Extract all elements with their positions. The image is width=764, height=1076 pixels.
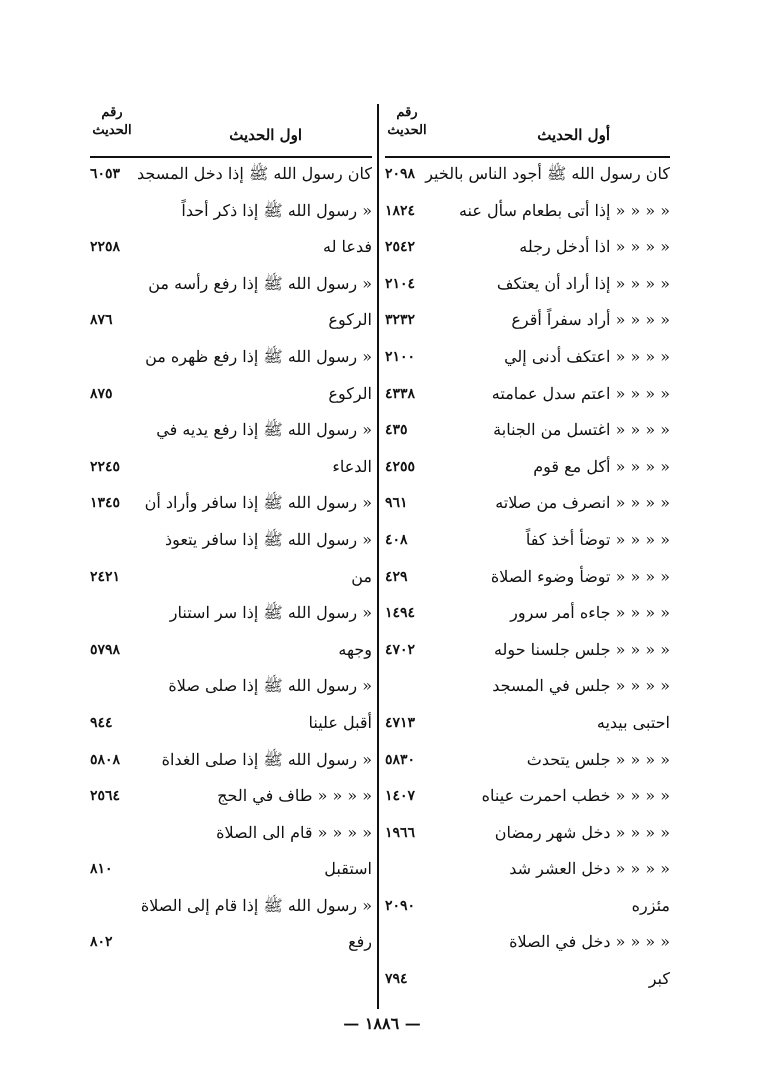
index-entry — [90, 597, 372, 634]
hadith-number: ٧٩٤ — [385, 971, 408, 988]
hadith-first-words: كان رسول الله ﷺ إذا دخل المسجد — [136, 164, 372, 183]
hadith-number: ٥٨٠٨ — [90, 751, 121, 768]
index-entry — [385, 744, 670, 781]
hadith-first-words: « « « « اذا أدخل رجله — [519, 237, 670, 257]
right-column-rows — [385, 158, 670, 1000]
hadith-first-words: « رسول الله ﷺ إذا سافر يتعوذ — [164, 529, 372, 549]
index-entry — [385, 963, 670, 1000]
hadith-number: ١٨٢٤ — [385, 202, 416, 219]
hadith-first-words: « رسول الله ﷺ إذا رفع رأسه من — [148, 273, 372, 293]
left-header-number: رقم الحديث — [92, 105, 132, 138]
right-header-first-words: أول الحديث — [537, 126, 610, 144]
hadith-number: ١٣٤٥ — [90, 495, 121, 512]
hadith-number: ٥٧٩٨ — [90, 641, 121, 658]
hadith-first-words: « « « « توضأ أخذ كفاً — [525, 529, 670, 549]
hadith-first-words: « « « « أراد سفراً أقرع — [511, 310, 670, 330]
index-entry — [385, 378, 670, 415]
hadith-first-words: أقبل علينا — [308, 712, 372, 732]
hadith-first-words: « رسول الله ﷺ إذا رفع يديه في — [156, 420, 372, 440]
hadith-number: ٤٣٣٨ — [385, 385, 416, 402]
index-entry — [90, 487, 372, 524]
index-entry — [385, 268, 670, 305]
hadith-number: ١٩٦٦ — [385, 824, 416, 841]
index-entry — [90, 195, 372, 232]
index-entry — [90, 744, 372, 781]
index-entry — [385, 561, 670, 598]
hadith-first-words: « « « « جلس يتحدث — [526, 749, 670, 769]
hadith-first-words: « رسول الله ﷺ إذا سافر وأراد أن — [144, 493, 372, 513]
hadith-first-words: وجهه — [338, 639, 372, 659]
index-entry — [90, 451, 372, 488]
hadith-number: ٢٠٩٠ — [385, 897, 416, 914]
hadith-first-words: كبر — [648, 969, 670, 989]
hadith-first-words: من — [351, 566, 372, 586]
hadith-first-words: « « « « دخل العشر شد — [509, 859, 670, 879]
right-column — [385, 100, 670, 1000]
hadith-number: ٣٢٣٢ — [385, 312, 416, 329]
index-entry — [385, 597, 670, 634]
hadith-number: ٤٢٩ — [385, 568, 408, 585]
hadith-first-words: الركوع — [328, 310, 372, 330]
index-entry — [90, 780, 372, 817]
hadith-number: ٩٤٤ — [90, 714, 113, 731]
index-entry — [90, 817, 372, 854]
hadith-first-words: « « « « إذا أراد أن يعتكف — [496, 273, 670, 293]
hadith-number: ٢٠٩٨ — [385, 166, 416, 182]
hadith-number: ٤٠٨ — [385, 531, 408, 548]
index-entry — [385, 817, 670, 854]
page-number: — ١٨٨٦ — — [343, 1014, 421, 1033]
hadith-number: ٨١٠ — [90, 861, 113, 878]
index-entry — [385, 890, 670, 927]
hadith-number: ٢٤٢١ — [90, 568, 121, 585]
hadith-first-words: استقبل — [324, 859, 372, 879]
hadith-number: ٤٣٥ — [385, 422, 408, 439]
hadith-first-words: « « « « جاءه أمر سرور — [510, 603, 670, 623]
hadith-number: ٢٢٤٥ — [90, 458, 121, 475]
hadith-number: ١٤٩٤ — [385, 605, 416, 622]
hadith-first-words: « رسول الله ﷺ إذا قام إلى الصلاة — [140, 895, 372, 915]
hadith-first-words: « « « « اعتكف أدنى إلي — [504, 346, 670, 366]
hadith-first-words: « رسول الله ﷺ إذا ذكر أحداً — [181, 200, 372, 220]
index-entry — [90, 670, 372, 707]
hadith-number: ٢١٠٤ — [385, 275, 416, 292]
hadith-first-words: « « « « دخل في الصلاة — [509, 932, 670, 952]
hadith-first-words: « رسول الله ﷺ إذا رفع ظهره من — [145, 346, 372, 366]
index-entry — [385, 451, 670, 488]
hadith-number: ٨٧٦ — [90, 312, 113, 329]
left-column-rows — [90, 158, 372, 963]
index-entry — [385, 158, 670, 195]
index-entry — [385, 524, 670, 561]
index-entry — [385, 195, 670, 232]
hadith-number: ٤٧٠٢ — [385, 641, 416, 658]
hadith-first-words: احتبى بيديه — [596, 712, 670, 732]
hadith-number: ٢٥٤٢ — [385, 239, 416, 256]
hadith-first-words: « « « « اغتسل من الجنابة — [493, 420, 670, 440]
hadith-number: ٥٨٣٠ — [385, 751, 416, 768]
left-header-first-words: اول الحديث — [229, 126, 302, 144]
hadith-number: ٩٦١ — [385, 495, 408, 512]
hadith-first-words: « « « « إذا أتى بطعام سأل عنه — [458, 200, 670, 220]
hadith-first-words: « رسول الله ﷺ إذا صلى صلاة — [168, 676, 372, 696]
index-entry — [385, 926, 670, 963]
index-entry — [90, 926, 372, 963]
index-entry — [385, 341, 670, 378]
left-column — [90, 100, 372, 963]
index-entry — [90, 890, 372, 927]
index-entry — [90, 158, 372, 195]
hadith-first-words: كان رسول الله ﷺ أجود الناس بالخير — [425, 164, 670, 183]
index-entry — [385, 304, 670, 341]
hadith-first-words: مئزره — [631, 895, 670, 915]
index-entry — [385, 634, 670, 671]
hadith-first-words: « « « « دخل شهر رمضان — [494, 822, 670, 842]
index-entry — [385, 707, 670, 744]
index-entry — [385, 414, 670, 451]
hadith-number: ٢٢٥٨ — [90, 239, 121, 256]
hadith-number: ٤٧١٣ — [385, 714, 416, 731]
hadith-first-words: « رسول الله ﷺ إذا صلى الغداة — [161, 749, 372, 769]
hadith-first-words: فدعا له — [322, 237, 372, 257]
right-header-number: رقم الحديث — [387, 105, 427, 138]
right-column-header — [385, 100, 670, 158]
index-entry — [90, 378, 372, 415]
index-entry — [90, 707, 372, 744]
hadith-first-words: « رسول الله ﷺ إذا سر استنار — [169, 603, 372, 623]
index-entry — [90, 414, 372, 451]
left-column-header — [90, 100, 372, 158]
hadith-number: ٢٥٦٤ — [90, 788, 121, 805]
hadith-first-words: « « « « اعتم سدل عمامته — [491, 383, 670, 403]
index-entry — [90, 268, 372, 305]
hadith-first-words: « « « « أكل مع قوم — [533, 456, 670, 476]
index-entry — [90, 341, 372, 378]
hadith-number: ٨٧٥ — [90, 385, 113, 402]
hadith-number: ٢١٠٠ — [385, 348, 416, 365]
hadith-first-words: « « « « توضأ وضوء الصلاة — [490, 566, 670, 586]
index-entry — [90, 634, 372, 671]
hadith-number: ٨٠٢ — [90, 934, 113, 951]
index-entry — [385, 231, 670, 268]
index-entry — [90, 524, 372, 561]
hadith-first-words: « « « « انصرف من صلاته — [495, 493, 670, 513]
hadith-first-words: الدعاء — [332, 456, 372, 476]
column-divider — [377, 104, 379, 1009]
hadith-first-words: رفع — [348, 932, 372, 952]
hadith-first-words: « « « « خطب احمرت عيناه — [481, 786, 670, 806]
hadith-first-words: الركوع — [328, 383, 372, 403]
hadith-first-words: « « « « طاف في الحج — [217, 786, 372, 806]
index-entry — [90, 853, 372, 890]
hadith-first-words: « « « « جلس في المسجد — [492, 676, 670, 696]
index-entry — [385, 853, 670, 890]
index-entry — [90, 561, 372, 598]
index-entry — [385, 780, 670, 817]
hadith-number: ٤٢٥٥ — [385, 458, 416, 475]
hadith-first-words: « « « « قام الى الصلاة — [216, 822, 372, 842]
hadith-number: ١٤٠٧ — [385, 788, 416, 805]
index-entry — [385, 487, 670, 524]
index-entry — [90, 304, 372, 341]
hadith-first-words: « « « « جلس جلسنا حوله — [493, 639, 670, 659]
index-entry — [385, 670, 670, 707]
hadith-number: ٦٠٥٣ — [90, 166, 121, 182]
index-entry — [90, 231, 372, 268]
